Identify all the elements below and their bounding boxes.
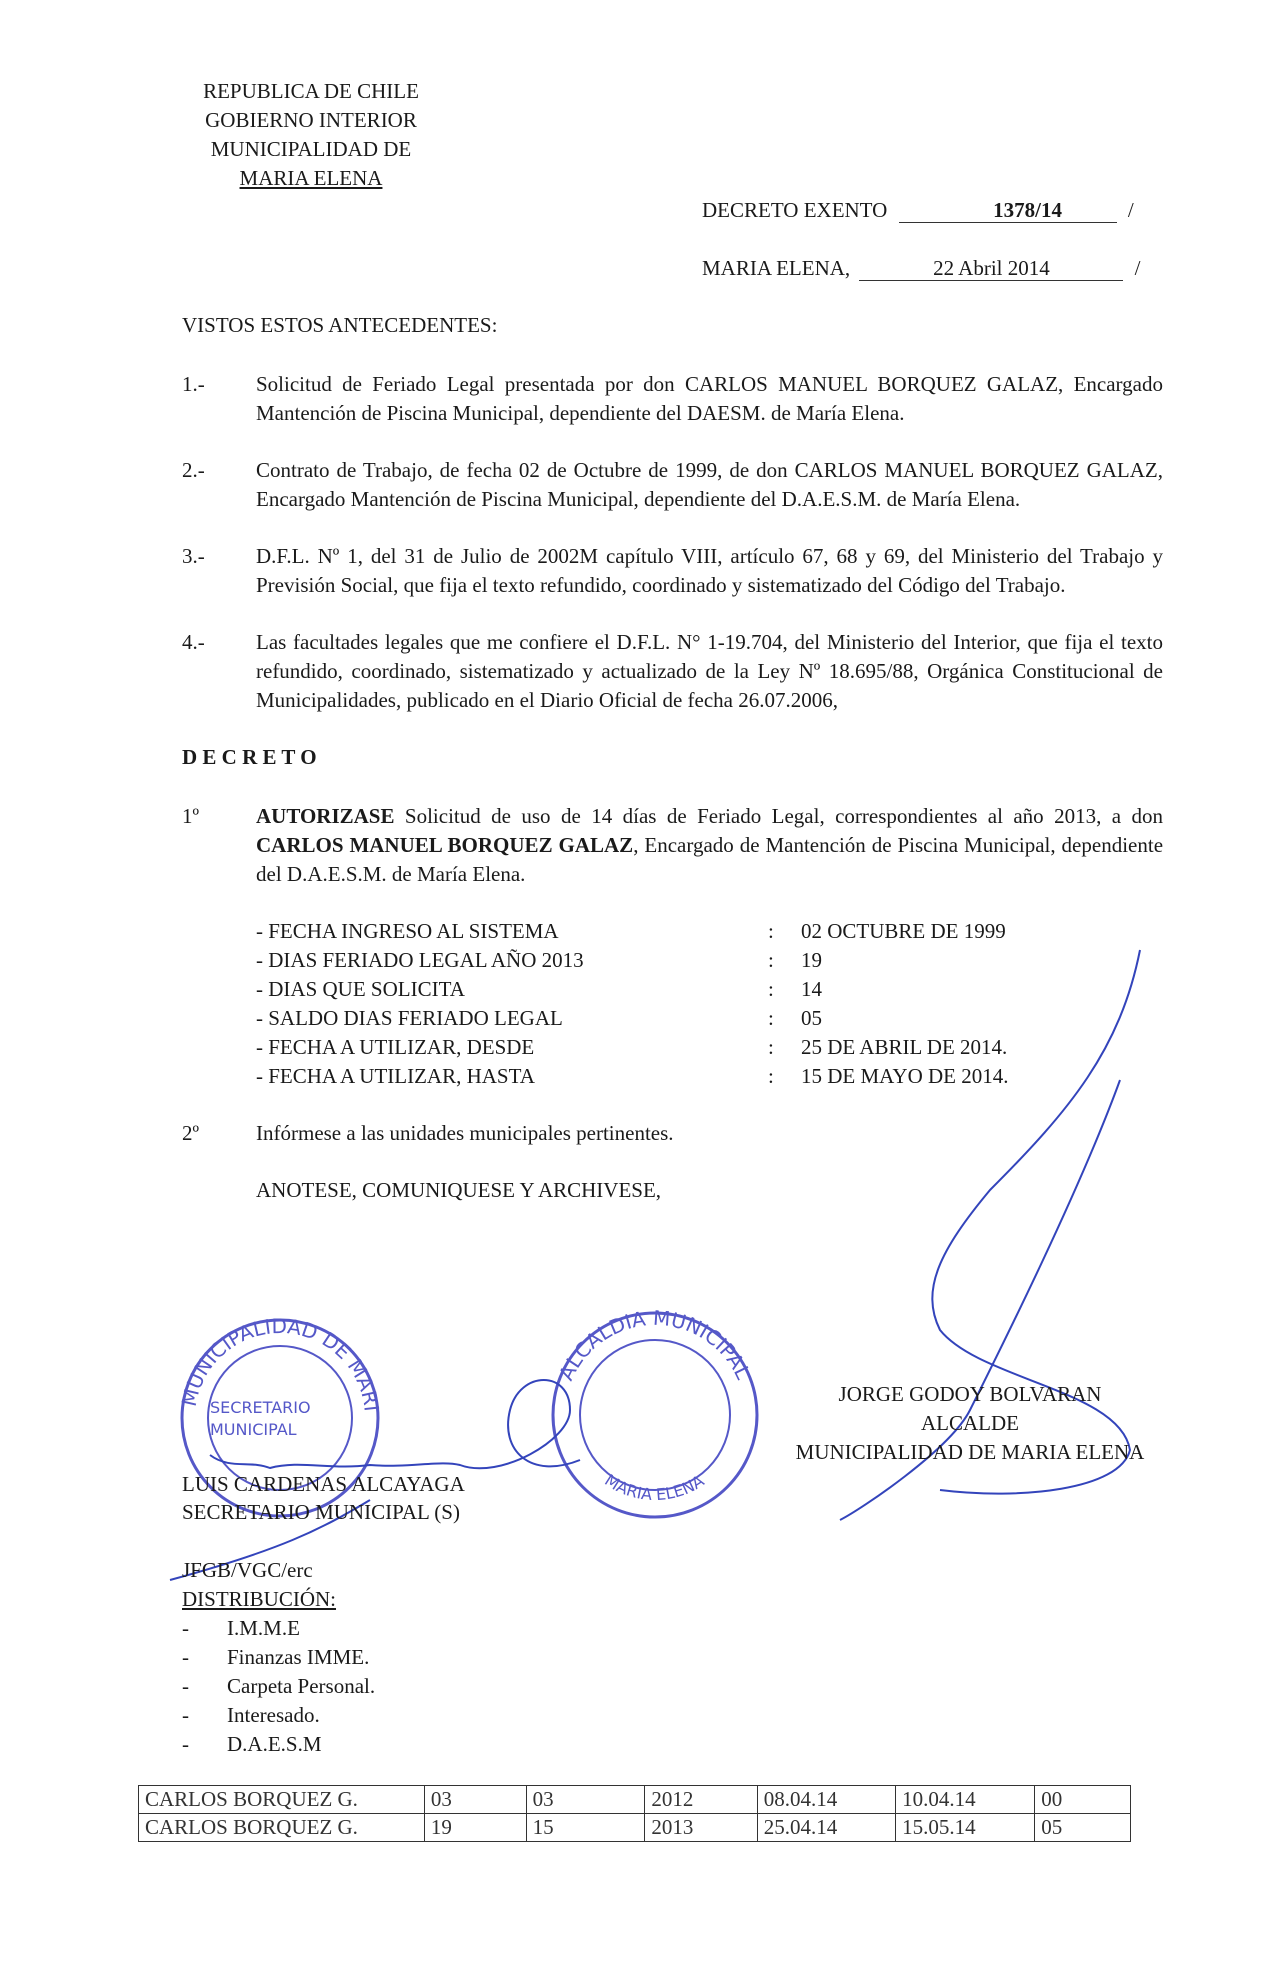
art1-name: CARLOS MANUEL BORQUEZ GALAZ <box>256 833 634 857</box>
art1-text: Solicitud de uso de 14 días de Feriado Legal, correspondientes al año 2013, a don <box>394 804 1163 828</box>
table-cell: 2013 <box>645 1814 757 1842</box>
table-cell: 15 <box>526 1814 645 1842</box>
table-cell: 10.04.14 <box>896 1786 1035 1814</box>
letterhead-line: MUNICIPALIDAD DE <box>210 137 412 161</box>
svg-text:ALCALDIA MUNICIPAL <box>554 1306 756 1384</box>
vistos-item <box>182 370 1163 428</box>
table-cell: 25.04.14 <box>757 1814 895 1842</box>
detail-label: - FECHA A UTILIZAR, DESDE <box>256 1035 535 1059</box>
vistos-item-text: Contrato de Trabajo, de fecha 02 de Octubre de 1999, de don CARLOS MANUEL BORQUEZ GALAZ, Encargado Mantención de Piscina Municipal, dependiente del D.A.E.S.M. de María Elena. <box>256 458 1163 511</box>
table-cell: 2012 <box>645 1786 757 1814</box>
art1-text: , Encargado de Mantención de Piscina Municipal, dependiente del D.A.E.S.M. de María Elena. <box>256 833 1164 886</box>
article-number: 2º <box>182 1121 200 1145</box>
leave-summary-table <box>138 1785 1131 1842</box>
vistos-item <box>182 628 1163 715</box>
item-number: 1.- <box>182 372 205 396</box>
bullet: - <box>182 1732 189 1756</box>
bullet: - <box>182 1616 189 1640</box>
table-cell: 03 <box>526 1786 645 1814</box>
detail-colon: : <box>768 1064 774 1088</box>
table-cell: 15.05.14 <box>896 1814 1035 1842</box>
alcalde-block <box>770 1380 1170 1467</box>
item-number: 4.- <box>182 630 205 654</box>
detail-colon: : <box>768 1006 774 1030</box>
vistos-item <box>182 542 1163 600</box>
closing: ANOTESE, COMUNIQUESE Y ARCHIVESE, <box>256 1178 662 1202</box>
detail-value: 05 <box>801 1006 822 1030</box>
stamp-text: SECRETARIO <box>210 1398 311 1417</box>
bullet: - <box>182 1703 189 1727</box>
distribucion-label: I.M.M.E <box>227 1616 300 1640</box>
decreto-title: D E C R E T O <box>182 745 317 769</box>
table-cell: 00 <box>1035 1786 1131 1814</box>
stamp-text: ALCALDIA MUNICIPAL <box>553 1305 756 1385</box>
table-row <box>139 1786 1131 1814</box>
detail-colon: : <box>768 1035 774 1059</box>
detail-value: 25 DE ABRIL DE 2014. <box>801 1035 1008 1059</box>
detail-label: - FECHA A UTILIZAR, HASTA <box>256 1064 535 1088</box>
distribucion-label: Finanzas IMME. <box>227 1645 370 1669</box>
distribucion-label: Interesado. <box>227 1703 320 1727</box>
table-row <box>139 1814 1131 1842</box>
detail-value: 02 OCTUBRE DE 1999 <box>801 919 1006 943</box>
slash: / <box>1134 256 1141 280</box>
article-2-text: Infórmese a las unidades municipales pertinentes. <box>256 1121 674 1145</box>
detail-value: 19 <box>801 948 822 972</box>
table-cell: 19 <box>424 1814 526 1842</box>
letterhead-line: GOBIERNO INTERIOR <box>205 108 417 132</box>
detail-colon: : <box>768 977 774 1001</box>
article-1 <box>182 802 1163 889</box>
decreto-label: DECRETO EXENTO <box>702 198 888 222</box>
alcalde-org: MUNICIPALIDAD DE MARIA ELENA <box>795 1440 1145 1464</box>
distribucion-label: Carpeta Personal. <box>227 1674 376 1698</box>
detail-label: - DIAS QUE SOLICITA <box>256 977 465 1001</box>
distribucion-item <box>182 1701 320 1730</box>
decreto-number: 1378/14 <box>993 198 1062 222</box>
distribucion-item <box>182 1672 376 1701</box>
table-cell: 03 <box>424 1786 526 1814</box>
place-label: MARIA ELENA, <box>702 256 851 280</box>
detail-colon: : <box>768 919 774 943</box>
letterhead-line: REPUBLICA DE CHILE <box>203 79 419 103</box>
item-number: 3.- <box>182 544 205 568</box>
distribucion-label: D.A.E.S.M <box>227 1732 322 1756</box>
detail-value: 15 DE MAYO DE 2014. <box>801 1064 1009 1088</box>
secretario-title: SECRETARIO MUNICIPAL (S) <box>182 1500 460 1524</box>
letterhead-line: MARIA ELENA <box>239 166 383 190</box>
item-number: 2.- <box>182 458 205 482</box>
distribucion-title: DISTRIBUCIÓN: <box>182 1587 337 1611</box>
slash: / <box>1127 198 1134 222</box>
initials: JFGB/VGC/erc <box>182 1558 313 1582</box>
vistos-item-text: Solicitud de Feriado Legal presentada por don CARLOS MANUEL BORQUEZ GALAZ, Encargado Mantención de Piscina Municipal, dependiente del DAESM. de María Elena. <box>256 372 1163 425</box>
secretario-name: LUIS CARDENAS ALCAYAGA <box>182 1472 465 1496</box>
vistos-item <box>182 456 1163 514</box>
distribucion-item <box>182 1614 300 1643</box>
table-cell: CARLOS BORQUEZ G. <box>139 1814 425 1842</box>
article-number: 1º <box>182 804 200 828</box>
stamp-text: MUNICIPAL <box>210 1420 297 1439</box>
table-cell: 05 <box>1035 1814 1131 1842</box>
vistos-item-text: Las facultades legales que me confiere el D.F.L. N° 1-19.704, del Ministerio del Interior, que fija el texto refundido, coordinado, sistematizado y actualizado de la Ley Nº 18.695/88, Orgánica Constitucional de Municipalidades, publicado en el Diario Oficial de fecha 26.07.2006, <box>256 630 1163 712</box>
detail-colon: : <box>768 948 774 972</box>
stamp-text: MARIA ELENA <box>601 1470 708 1505</box>
alcalde-name: JORGE GODOY BOLVARAN <box>838 1382 1102 1406</box>
bullet: - <box>182 1674 189 1698</box>
bullet: - <box>182 1645 189 1669</box>
stamp-text: MUNICIPALIDAD DE MARIA ELENA <box>157 1294 384 1413</box>
detail-label: - FECHA INGRESO AL SISTEMA <box>256 919 559 943</box>
letterhead <box>182 77 440 193</box>
detail-value: 14 <box>801 977 822 1001</box>
detail-label: - DIAS FERIADO LEGAL AÑO 2013 <box>256 948 584 972</box>
table-cell: 08.04.14 <box>757 1786 895 1814</box>
alcalde-title: ALCALDE <box>921 1411 1019 1435</box>
article-1-text <box>256 802 1163 889</box>
decree-date: 22 Abril 2014 <box>933 256 1050 280</box>
vistos-title: VISTOS ESTOS ANTECEDENTES: <box>182 313 498 337</box>
distribucion-item <box>182 1730 322 1759</box>
distribucion-item <box>182 1643 370 1672</box>
decreto-number-line <box>702 196 1134 225</box>
date-line <box>702 254 1141 283</box>
vistos-item-text: D.F.L. Nº 1, del 31 de Julio de 2002M capítulo VIII, artículo 67, 68 y 69, del Ministerio del Trabajo y Previsión Social, que fija el texto refundido, coordinado y sistematizado del Código del Trabajo. <box>256 544 1163 597</box>
detail-label: - SALDO DIAS FERIADO LEGAL <box>256 1006 563 1030</box>
art1-bold: AUTORIZASE <box>256 804 395 828</box>
svg-text:MARIA ELENA <box>601 1470 707 1504</box>
table-cell: CARLOS BORQUEZ G. <box>139 1786 425 1814</box>
